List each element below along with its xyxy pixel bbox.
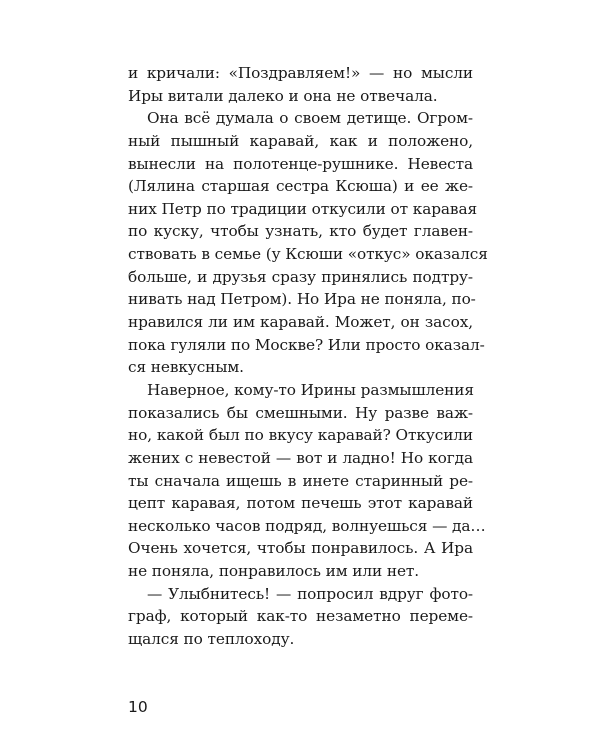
text-line: несколько часов подряд, волнуешься — да… [128, 516, 486, 535]
text-line: ся невкусным. [128, 358, 244, 377]
text-line: Наверное, кому-то Ирины размышления [147, 380, 474, 399]
text-line: показались бы смешными. Ну разве важ- [128, 403, 473, 422]
text-line: Иры витали далеко и она не отвечала. [128, 86, 438, 105]
text-line: них Петр по традиции откусили от каравая [128, 199, 478, 218]
text-line: Очень хочется, чтобы понравилось. А Ира [128, 539, 473, 558]
text-line: граф, который как-то незаметно переме- [128, 607, 473, 626]
text-line: пока гуляли по Москве? Или просто оказал- [128, 335, 485, 354]
page-number: 10 [128, 698, 148, 716]
text-line: вынесли на полотенце-рушнике. Невеста [128, 154, 473, 173]
text-line: Она всё думала о своем детище. Огром- [147, 109, 473, 128]
text-line: нивать над Петром). Но Ира не поняла, по- [128, 290, 476, 309]
text-line: не поняла, понравилось им или нет. [128, 562, 420, 581]
text-line: — Улыбнитесь! — попросил вдруг фото- [147, 584, 473, 603]
text-line: по куску, чтобы узнать, кто будет главен- [128, 222, 473, 241]
text-line: щался по теплоходу. [128, 630, 295, 649]
text-line: нравился ли им каравай. Может, он засох, [128, 313, 473, 332]
text-line: больше, и друзья сразу принялись подтру- [128, 267, 473, 286]
text-line: (Лялина старшая сестра Ксюша) и ее же- [128, 177, 473, 196]
text-line: ты сначала ищешь в инете старинный ре- [128, 471, 473, 490]
text-line: ный пышный каравай, как и положено, [128, 131, 473, 150]
body-text [128, 62, 488, 651]
text-line: но, какой был по вкусу каравай? Откусили [128, 426, 473, 445]
text-line: и кричали: «Поздравляем!» — но мысли [128, 64, 473, 82]
text-line: жених с невестой — вот и ладно! Но когда [128, 448, 473, 467]
text-line: ствовать в семье (у Ксюши «откус» оказался [128, 245, 488, 264]
text-line: цепт каравая, потом печешь этот каравай [128, 494, 473, 513]
